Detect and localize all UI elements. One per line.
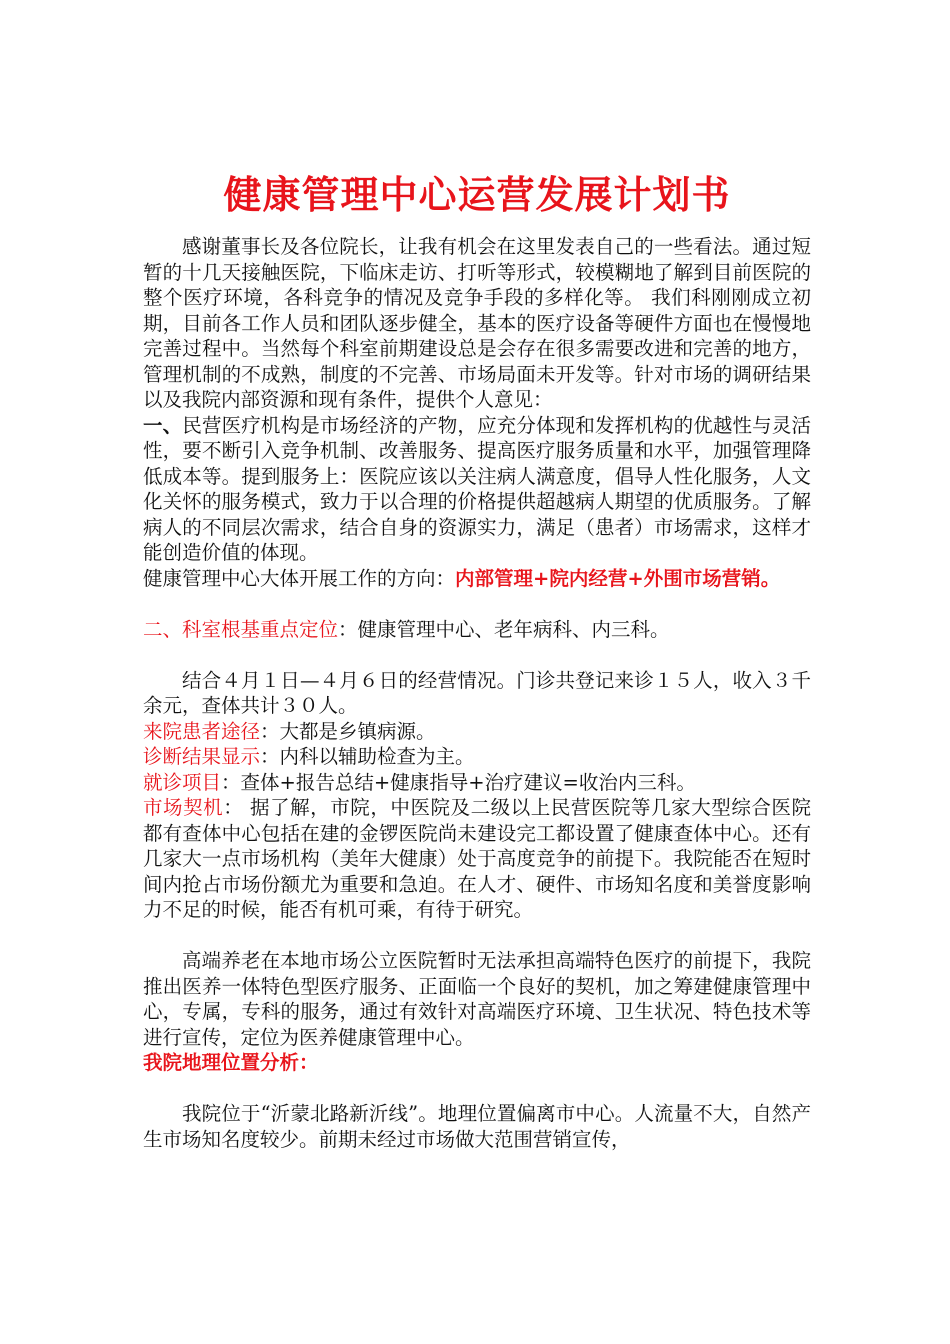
direction-line	[143, 566, 811, 592]
document-title: 健康管理中心运营发展计划书	[223, 172, 731, 217]
section-one-paragraph	[143, 413, 811, 566]
section-one-number: 一、	[143, 413, 183, 437]
spacer	[143, 642, 811, 668]
item-text: ： 据了解，市院，中医院及二级以上民营医院等几家大型综合医院都有查体中心包括在建的金锣医院尚未建设完工都设置了健康查体中心。还有几家大一点市场机构（美年大健康）处于高度竞争的前提下。我院能否在短时间内抢占市场份额尤为重要和急迫。在人才、硬件、市场知名度和美誉度影响力不足的时候，能否有机可乘，有待于研究。	[143, 796, 811, 921]
spacer	[143, 923, 811, 949]
item-visit-items	[143, 770, 811, 796]
item-text: ：内科以辅助检查为主。	[260, 745, 475, 768]
item-diagnosis	[143, 744, 811, 770]
direction-highlight: 内部管理+院内经营+外围市场营销。	[455, 566, 781, 590]
intro-paragraph: 感谢董事长及各位院长，让我有机会在这里发表自己的一些看法。通过短暂的十几天接触医院，下临床走访、打听等形式，较模糊地了解到目前医院的整个医疗环境，各科竞争的情况及竞争手段的多样化等。 我们科刚刚成立初期，目前各工作人员和团队逐步健全，基本的医疗设备等硬件方面也在慢慢地完善过程中。当然每个科室前期建设总是会存在很多需要改进和完善的地方，管理机制的不成熟，制度的不完善、市场局面未开发等。针对市场的调研结果以及我院内部资源和现有条件，提供个人意见：	[143, 235, 811, 411]
item-text: ：大都是乡镇病源。	[260, 719, 436, 743]
item-text: ：查体+报告总结+健康指导+治疗建议=收治内三科。	[221, 770, 696, 794]
location-paragraph: 我院位于“沂蒙北路新沂线”。地理位置偏离市中心。人流量不大，自然产生市场知名度较少。前期未经过市场做大范围营销宣传，	[143, 1102, 811, 1151]
item-label: 市场契机	[143, 796, 224, 819]
section-two-text: ：健康管理中心、老年病科、内三科。	[338, 617, 670, 641]
document-page	[143, 170, 811, 1152]
operations-paragraph: 结合４月１日—４月６日的经营情况。门诊共登记来诊１５人，收入３千余元，查体共计３０人。	[143, 668, 811, 717]
eldercare-paragraph: 高端养老在本地市场公立医院暂时无法承担高端特色医疗的前提下，我院推出医养一体特色型医疗服务、正面临一个良好的契机，加之筹建健康管理中心，专属，专科的服务，通过有效针对高端医疗环境、卫生状况、特色技术等进行宣传，定位为医养健康管理中心。	[143, 949, 811, 1049]
direction-text: 健康管理中心大体开展工作的方向：	[143, 566, 456, 590]
section-two-label: 二、科室根基重点定位	[143, 617, 339, 641]
item-patient-source	[143, 719, 811, 745]
item-label: 来院患者途径	[143, 719, 261, 743]
item-market-opportunity	[143, 795, 811, 923]
spacer	[143, 1076, 811, 1102]
document-body	[143, 234, 811, 1152]
section-two-line	[143, 617, 811, 643]
item-label: 就诊项目	[143, 770, 222, 794]
spacer	[143, 591, 811, 617]
section-one-text: 民营医疗机构是市场经济的产物，应充分体现和发挥机构的优越性与灵活性，要不断引入竞争机制、改善服务、提高医疗服务质量和水平，加强管理降低成本等。提到服务上：医院应该以关注病人满意度，倡导人性化服务，人文化关怀的服务模式，致力于以合理的价格提供超越病人期望的优质服务。了解病人的不同层次需求，结合自身的资源实力，满足（患者）市场需求，这样才能创造价值的体现。	[143, 413, 811, 564]
location-heading: 我院地理位置分析：	[143, 1051, 319, 1074]
item-label: 诊断结果显示	[143, 745, 261, 768]
